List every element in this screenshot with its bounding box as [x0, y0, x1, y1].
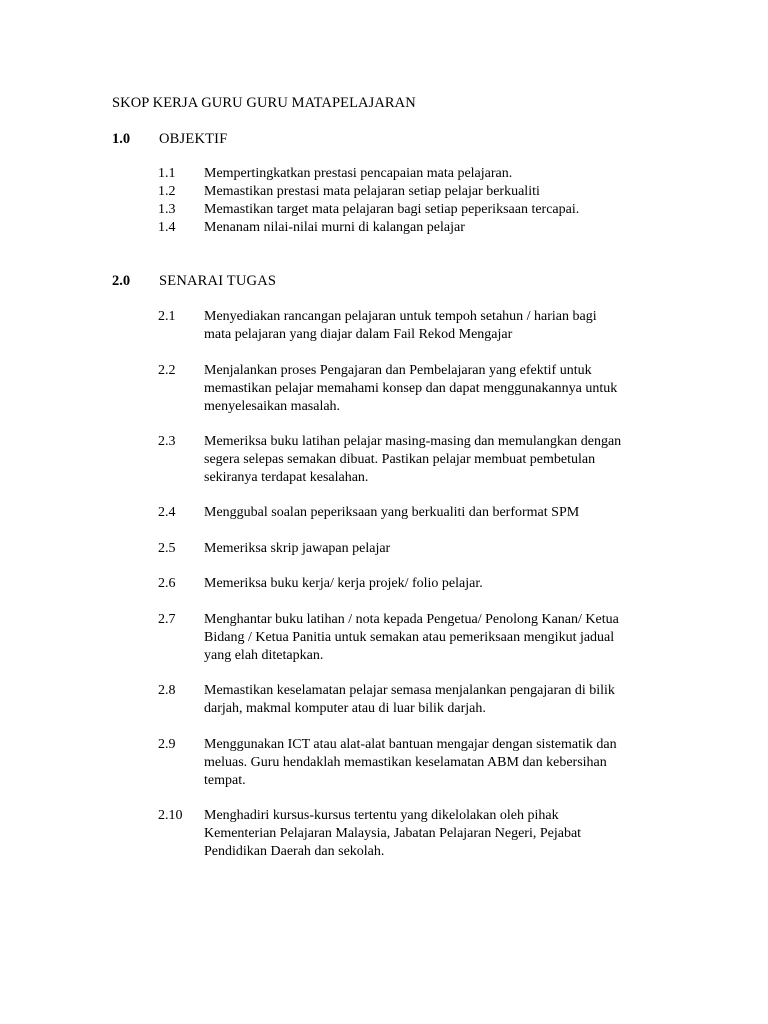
item-number: 2.6: [158, 576, 176, 591]
item-number: 1.2: [158, 184, 176, 199]
item-number: 2.10: [158, 808, 183, 823]
item-number: 1.4: [158, 220, 176, 235]
item-text-line: darjah, makmal komputer atau di luar bilik darjah.: [204, 701, 486, 716]
item-text-line: Menghadiri kursus-kursus tertentu yang dikelolakan oleh pihak: [204, 808, 559, 823]
item-number: 2.5: [158, 541, 176, 556]
item-text-line: Menjalankan proses Pengajaran dan Pembelajaran yang efektif untuk: [204, 363, 592, 378]
section-title: SENARAI TUGAS: [159, 273, 277, 289]
item-text-line: sekiranya terdapat kesalahan.: [204, 470, 369, 485]
item-text-line: Bidang / Ketua Panitia untuk semakan atau pemeriksaan mengikut jadual: [204, 630, 615, 645]
item-number: 2.4: [158, 505, 176, 520]
item-text: Menanam nilai-nilai murni di kalangan pelajar: [204, 220, 465, 235]
section-title: OBJEKTIF: [159, 131, 228, 147]
item-text: [204, 362, 662, 416]
item-text: [204, 308, 662, 344]
item-text: Memastikan prestasi mata pelajaran setiap pelajar berkualiti: [204, 184, 540, 199]
section-number: 1.0: [112, 131, 131, 147]
item-text-line: Menggubal soalan peperiksaan yang berkualiti dan berformat SPM: [204, 505, 580, 520]
item-number: 2.2: [158, 363, 176, 378]
item-text: Memastikan target mata pelajaran bagi setiap peperiksaan tercapai.: [204, 202, 580, 217]
item-text-line: Pendidikan Daerah dan sekolah.: [204, 844, 385, 859]
item-text-line: meluas. Guru hendaklah memastikan keselamatan ABM dan kebersihan: [204, 755, 607, 770]
item-number: 2.9: [158, 737, 176, 752]
item-number: 2.3: [158, 434, 176, 449]
item-text: [204, 504, 662, 522]
item-text-line: Memeriksa buku kerja/ kerja projek/ folio pelajar.: [204, 576, 483, 591]
item-text-line: mata pelajaran yang diajar dalam Fail Rekod Mengajar: [204, 327, 513, 342]
item-text-line: Memeriksa skrip jawapan pelajar: [204, 541, 391, 556]
section-number: 2.0: [112, 273, 131, 289]
item-text-line: memastikan pelajar memahami konsep dan dapat menggunakannya untuk: [204, 381, 618, 396]
item-text-line: Menggunakan ICT atau alat-alat bantuan mengajar dengan sistematik dan: [204, 737, 617, 752]
item-number: 2.7: [158, 612, 176, 627]
item-number: 2.1: [158, 309, 176, 324]
item-text: [204, 611, 662, 665]
item-text: [204, 807, 662, 861]
item-number: 1.1: [158, 166, 176, 181]
item-text: [204, 433, 662, 487]
item-text-line: menyelesaikan masalah.: [204, 399, 341, 414]
item-text-line: Menyediakan rancangan pelajaran untuk tempoh setahun / harian bagi: [204, 309, 597, 324]
item-text: [204, 736, 662, 790]
item-text-line: yang elah ditetapkan.: [204, 648, 324, 663]
item-number: 2.8: [158, 683, 176, 698]
item-text-line: segera selepas semakan dibuat. Pastikan pelajar membuat pembetulan: [204, 452, 596, 467]
item-text: Mempertingkatkan prestasi pencapaian mata pelajaran.: [204, 166, 513, 181]
item-text-line: Memeriksa buku latihan pelajar masing-masing dan memulangkan dengan: [204, 434, 622, 449]
item-text: [204, 540, 662, 558]
item-number: 1.3: [158, 202, 176, 217]
item-text-line: Menghantar buku latihan / nota kepada Pengetua/ Penolong Kanan/ Ketua: [204, 612, 619, 627]
item-text-line: Kementerian Pelajaran Malaysia, Jabatan Pelajaran Negeri, Pejabat: [204, 826, 582, 841]
item-text-line: Memastikan keselamatan pelajar semasa menjalankan pengajaran di bilik: [204, 683, 615, 698]
item-text: [204, 682, 662, 718]
item-text: [204, 575, 662, 593]
document-title: SKOP KERJA GURU GURU MATAPELAJARAN: [112, 95, 416, 111]
item-text-line: tempat.: [204, 773, 246, 788]
